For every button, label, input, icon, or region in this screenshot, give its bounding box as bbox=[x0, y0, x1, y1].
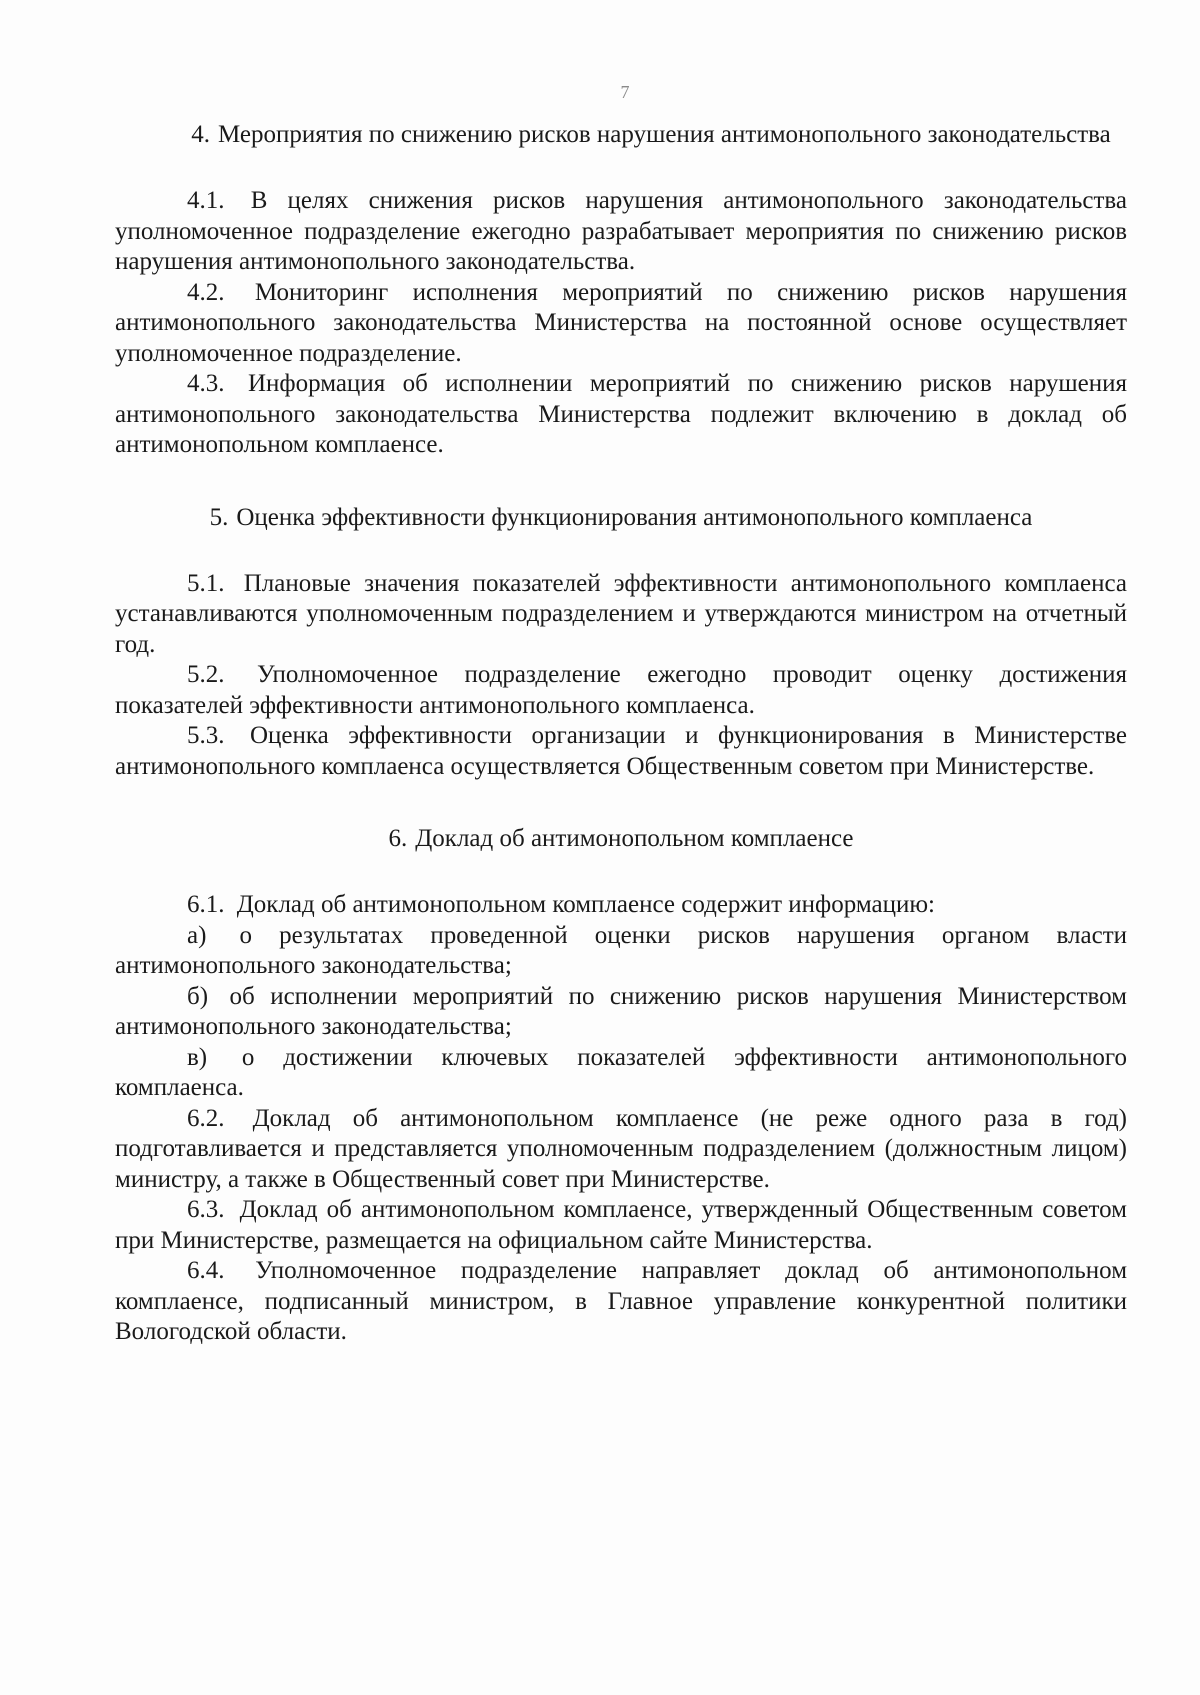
paragraph-text: Уполномоченное подразделение направляет доклад об антимонопольном комплаенсе, подписанный министром, в Главное управление конкурентной политики Вологодской области. bbox=[115, 1257, 1128, 1345]
list-marker: в) bbox=[187, 1043, 208, 1071]
paragraph-text: Информация об исполнении мероприятий по снижению рисков нарушения антимонопольного законодательства Министерства подлежит включению в доклад об антимонопольном комплаенсе. bbox=[115, 370, 1128, 458]
paragraph bbox=[115, 660, 1127, 721]
paragraph bbox=[115, 369, 1127, 461]
section-number: 6. bbox=[388, 825, 408, 852]
paragraph bbox=[115, 1195, 1127, 1256]
paragraph bbox=[115, 186, 1127, 278]
paragraph-number: 6.1. bbox=[187, 891, 225, 918]
paragraph bbox=[115, 721, 1127, 782]
list-marker: б) bbox=[187, 982, 209, 1010]
list-item-text: об исполнении мероприятий по снижению рисков нарушения Министерством антимонопольного законодательства; bbox=[115, 982, 1127, 1040]
paragraph-number: 5.1. bbox=[187, 569, 225, 597]
paragraph-number: 5.3. bbox=[187, 722, 225, 749]
paragraph-number: 6.3. bbox=[187, 1196, 225, 1223]
paragraph-number: 6.4. bbox=[187, 1257, 225, 1284]
paragraph-text: Оценка эффективности организации и функционирования в Министерстве антимонопольного комплаенса осуществляется Общественным советом при Министерстве. bbox=[115, 722, 1127, 780]
page-number: 7 bbox=[620, 82, 630, 102]
section-6 bbox=[115, 822, 1127, 1348]
paragraph-number: 5.2. bbox=[187, 661, 225, 688]
paragraph-number: 4.2. bbox=[187, 278, 225, 306]
paragraph bbox=[115, 1104, 1127, 1196]
paragraph-text: Доклад об антимонопольном комплаенсе (не реже одного раза в год) подготавливается и представляется уполномоченным подразделением (должностным лицом) министру, а также в Общественный совет при Министерстве. bbox=[115, 1104, 1127, 1193]
paragraph bbox=[115, 1256, 1127, 1348]
section-title bbox=[115, 501, 1127, 535]
paragraph-text: Доклад об антимонопольном комплаенсе содержит информацию: bbox=[236, 891, 935, 918]
section-title-text: Доклад об антимонопольном комплаенсе bbox=[415, 825, 854, 852]
list-marker: а) bbox=[187, 921, 207, 949]
section-title-text: Мероприятия по снижению рисков нарушения антимонопольного законодательства bbox=[218, 121, 1111, 148]
document-body bbox=[115, 118, 1127, 1348]
paragraph-text: Доклад об антимонопольном комплаенсе, утвержденный Общественным советом при Министерстве, размещается на официальном сайте Министерства. bbox=[115, 1196, 1128, 1254]
section-4 bbox=[115, 118, 1127, 461]
list-item bbox=[115, 921, 1127, 982]
paragraph-text: В целях снижения рисков нарушения антимонопольного законодательства уполномоченное подразделение ежегодно разрабатывает мероприятия по снижению рисков нарушения антимонопольного законодательства. bbox=[115, 187, 1128, 275]
list-item bbox=[115, 1043, 1127, 1104]
section-title-text: Оценка эффективности функционирования антимонопольного комплаенса bbox=[236, 503, 1033, 531]
paragraph bbox=[115, 569, 1127, 661]
paragraph-number: 4.3. bbox=[187, 370, 225, 397]
paragraph-text: Уполномоченное подразделение ежегодно проводит оценку достижения показателей эффективности антимонопольного комплаенса. bbox=[115, 661, 1127, 719]
paragraph-text: Мониторинг исполнения мероприятий по снижению рисков нарушения антимонопольного законодательства Министерства на постоянной основе осуществляет уполномоченное подразделение. bbox=[115, 278, 1128, 367]
paragraph bbox=[115, 278, 1127, 370]
paragraph-number: 4.1. bbox=[187, 187, 225, 214]
list-item bbox=[115, 982, 1127, 1043]
paragraph bbox=[115, 890, 1127, 921]
section-5 bbox=[115, 501, 1127, 783]
paragraph-text: Плановые значения показателей эффективности антимонопольного комплаенса устанавливаются уполномоченным подразделением и утверждаются министром на отчетный год. bbox=[115, 569, 1128, 658]
list-item-text: о достижении ключевых показателей эффективности антимонопольного комплаенса. bbox=[115, 1043, 1128, 1101]
section-title bbox=[175, 118, 1127, 152]
section-number: 5. bbox=[209, 503, 229, 531]
paragraph-number: 6.2. bbox=[187, 1104, 225, 1132]
section-number: 4. bbox=[191, 121, 210, 148]
section-title bbox=[115, 822, 1127, 856]
list-item-text: о результатах проведенной оценки рисков нарушения органом власти антимонопольного законодательства; bbox=[115, 921, 1127, 979]
